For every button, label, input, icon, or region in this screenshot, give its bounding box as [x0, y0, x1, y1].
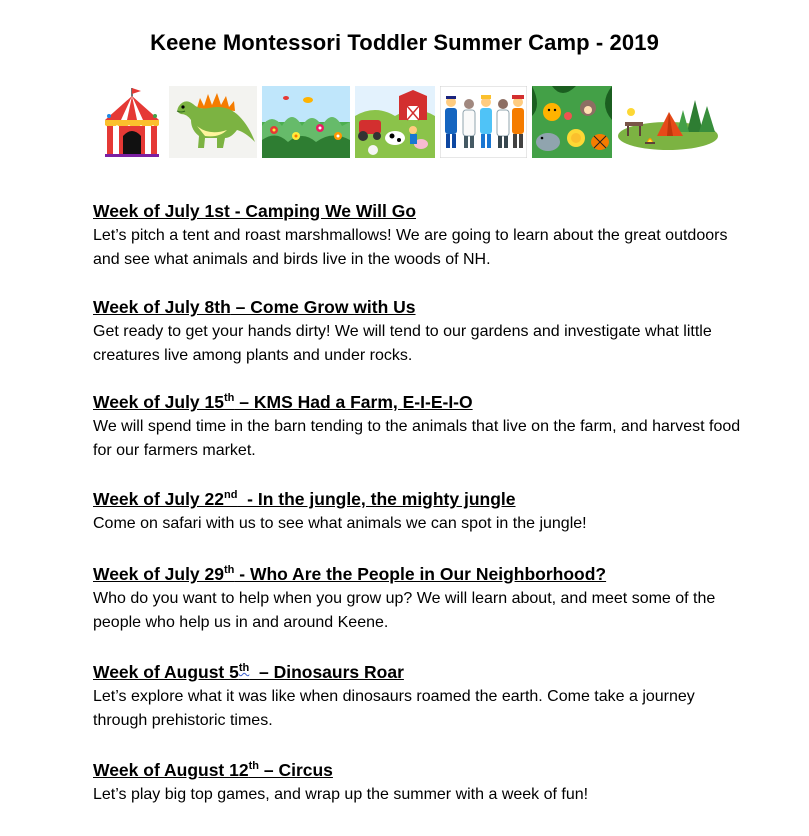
week-block	[93, 488, 753, 536]
week-heading: Week of August 5th – Dinosaurs Roar	[93, 662, 404, 682]
jungle-animals-image	[532, 86, 612, 158]
week-block	[93, 200, 753, 271]
week-description: Let’s pitch a tent and roast marshmallows! We are going to learn about the great outdoors and see what animals and birds live in the woods of NH.	[93, 227, 728, 268]
week-heading: Week of July 8th – Come Grow with Us	[93, 297, 416, 317]
week-heading: Week of July 22nd - In the jungle, the mighty jungle	[93, 489, 516, 509]
circus-tent-image	[99, 86, 165, 158]
week-heading: Week of July 15th – KMS Had a Farm, E-I-E-I-O	[93, 392, 473, 412]
week-description: Get ready to get your hands dirty! We will tend to our gardens and investigate what little creatures live among plants and under rocks.	[93, 323, 712, 364]
image-strip	[99, 86, 719, 158]
week-heading: Week of July 29th - Who Are the People in Our Neighborhood?	[93, 564, 607, 584]
week-block	[93, 759, 753, 807]
week-description: Let’s explore what it was like when dinosaurs roamed the earth. Come take a journey through prehistoric times.	[93, 688, 695, 729]
page-title: Keene Montessori Toddler Summer Camp - 2019	[150, 30, 659, 55]
garden-image	[262, 86, 350, 158]
week-description: Let’s play big top games, and wrap up the summer with a week of fun!	[93, 786, 589, 803]
dinosaur-image	[169, 86, 257, 158]
week-block	[93, 391, 753, 462]
camping-image	[617, 86, 719, 158]
week-description: Come on safari with us to see what animals we can spot in the jungle!	[93, 515, 587, 532]
farm-image	[355, 86, 435, 158]
week-block	[93, 563, 753, 634]
week-heading: Week of July 1st - Camping We Will Go	[93, 201, 417, 221]
week-description: We will spend time in the barn tending to the animals that live on the farm, and harvest food for our farmers market.	[93, 418, 741, 459]
week-description: Who do you want to help when you grow up? We will learn about, and meet some of the people who help us in and around Keene.	[93, 590, 716, 631]
week-heading: Week of August 12th – Circus	[93, 760, 333, 780]
week-block	[93, 661, 753, 732]
week-block	[93, 296, 753, 367]
community-helpers-image	[440, 86, 527, 158]
